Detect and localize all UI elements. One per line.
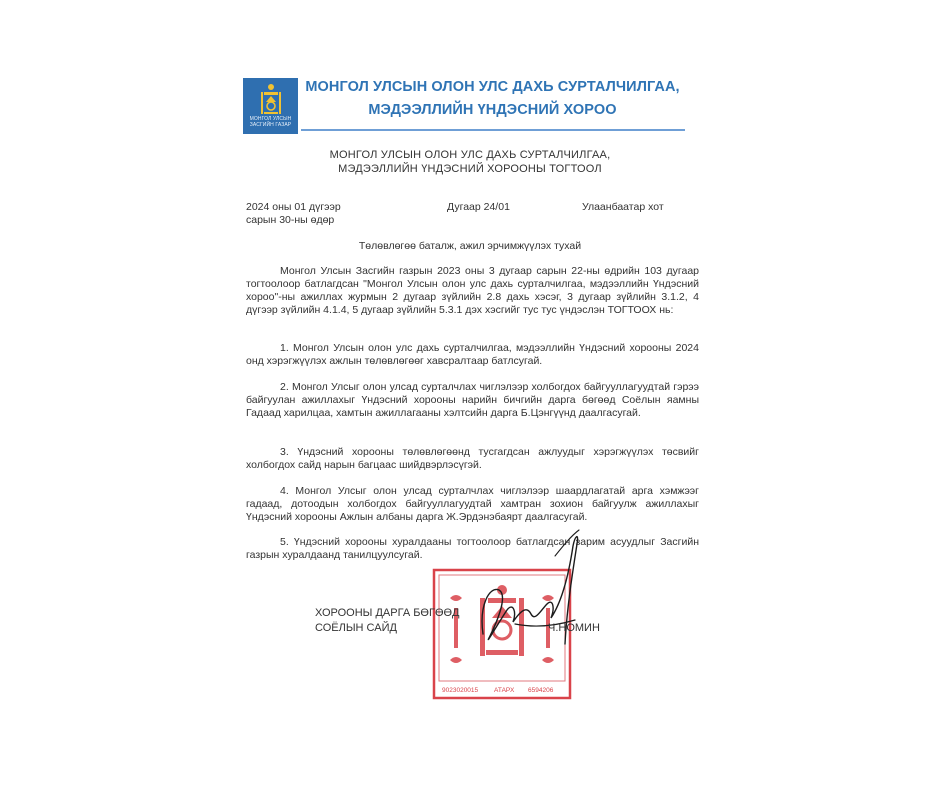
handwritten-signature [455,526,595,666]
document-subject: Төлөвлөгөө баталж, ажил эрчимжүүлэх тухай [358,240,582,252]
resolution-item-5: 5. Үндэсний хорооны хуралдааны тогтоолоор батлагдсан зарим асуудлыг Засгийн газрын хуралдаанд танилцуулсугай. [246,536,699,561]
intro-paragraph: Монгол Улсын Засгийн газрын 2023 оны 3 дугаар сарын 22-ны өдрийн 103 дугаар тогтоолоор батлагдсан "Монгол Улсын олон улс дахь сурталчилгаа, мэдээллийн Үндэсний хороо"-ны ажиллах журмын 2 дугаар зүйлийн 2.8 дахь хэсэг, 3 дугаар зүйлийн 3.1.2, 4 дүгээр зүйлийн 4.1.4, 5 дугаар зүйлийн 5.3.1 дэх хэсгийг тус тус үндэслэн ТОГТООХ нь: [246,265,699,316]
resolution-item-2: 2. Монгол Улсыг олон улсад сурталчлах чиглэлээр холбогдох байгууллагуудтай гэрээ байгуулан ажиллахыг Үндэсний хорооны нарийн бичгийн дарга бөгөөд Соёлын яамны Гадаад харилцаа, хамтын ажиллагааны хэлтсийн дарга Б.Цэнгүүнд даалгасугай. [246,381,699,419]
organization-name-line1: МОНГОЛ УЛСЫН ОЛОН УЛС ДАХЬ СУРТАЛЧИЛГАА, [305,79,680,95]
stamp-label: АТАРХ [494,687,515,694]
signatory-position-line2: СОЁЛЫН САЙД [315,622,397,634]
signatory-name: Ч.НОМИН [548,622,600,634]
signatory-position-line1: ХОРООНЫ ДАРГА БӨГӨӨД [315,607,460,619]
stamp-number-left: 9023020015 [442,687,479,694]
stamp-number-right: 6594206 [528,687,554,694]
government-emblem-logo [243,78,298,134]
resolution-item-4: 4. Монгол Улсыг олон улсад сурталчлах чиглэлээр шаардлагатай арга хэмжээг гадаад, дотоодын холбогдох байгууллагуудтай хамтран зохион байгуулж ажиллахыг Үндэсний хорооны Ажлын албаны дарга Ж.Эрдэнэбаярт даалгасугай. [246,485,699,523]
document-number: Дугаар 24/01 [447,201,510,213]
resolution-item-1: 1. Монгол Улсын олон улс дахь сурталчилгаа, мэдээллийн Үндэсний хорооны 2024 онд хэрэгжүүлэх ажлын төлөвлөгөөг хавсралтаар батлсугай. [246,342,699,367]
resolution-item-3: 3. Үндэсний хорооны төлөвлөгөөнд тусгагдсан ажлуудыг хэрэгжүүлэх төсвийг холбогдох сайд нарын багцаас шийдвэрлэсүгэй. [246,446,699,471]
document-date-line2: сарын 30-ны өдөр [246,214,335,226]
document-title-line2: МЭДЭЭЛЛИЙН ҮНДЭСНИЙ ХОРООНЫ ТОГТООЛ [338,163,602,175]
document-title-line1: МОНГОЛ УЛСЫН ОЛОН УЛС ДАХЬ СУРТАЛЧИЛГАА, [329,149,611,161]
logo-text-line2: ЗАСГИЙН ГАЗАР [249,122,292,128]
organization-name-line2: МЭДЭЭЛЛИЙН ҮНДЭСНИЙ ХОРОО [368,102,617,118]
soyombo-icon [256,82,286,116]
letterhead-divider [301,129,685,131]
document-date-line1: 2024 оны 01 дүгээр [246,201,341,213]
logo-text-line1: МОНГОЛ УЛСЫН [249,116,292,122]
document-city: Улаанбаатар хот [582,201,664,213]
